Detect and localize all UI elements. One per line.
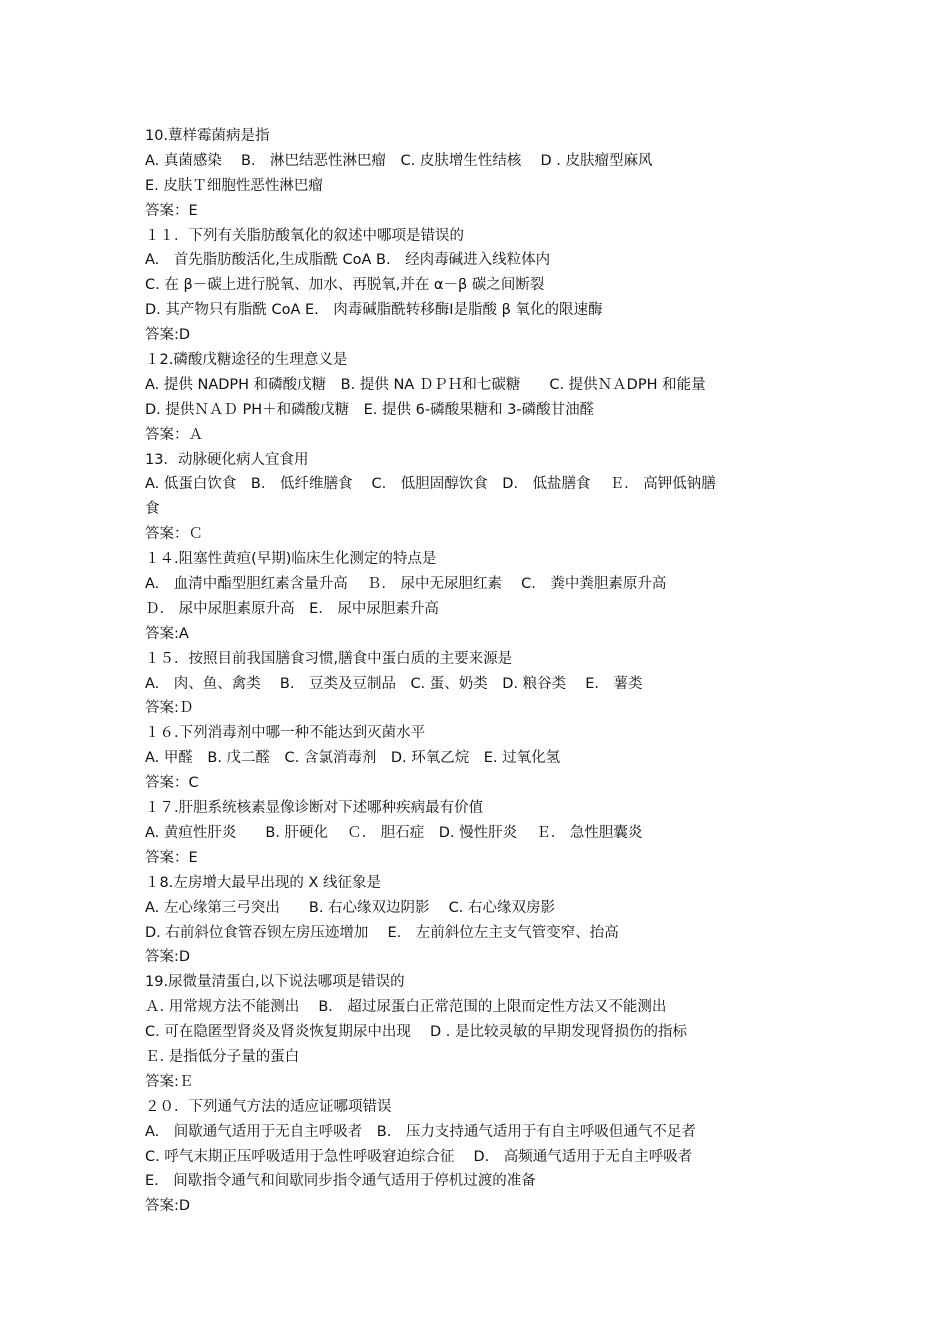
text-line: C. 可在隐匿型肾炎及肾炎恢复期尿中出现 D . 是比较灵敏的早期发现肾损伤的指标	[145, 1024, 687, 1041]
text-line: 答案：Ａ	[145, 426, 203, 443]
text-line: 13．动脉硬化病人宜食用	[145, 451, 309, 468]
text-line: Ｅ. 是指低分子量的蛋白	[145, 1048, 300, 1065]
text-line: A. 低蛋白饮食 B. 低纤维膳食 C. 低胆固醇饮食 D. 低盐膳食 Ｅ. 高钾低钠膳	[145, 476, 716, 493]
text-line: A. 间歇通气适用于无自主呼吸者 B. 压力支持通气适用于有自主呼吸但通气不足者	[145, 1123, 696, 1140]
text-line: １６.下列消毒剂中哪一种不能达到灭菌水平	[145, 725, 426, 742]
text-line: 答案:D	[145, 1198, 191, 1215]
text-line: 答案:Ｄ	[145, 700, 194, 717]
text-line: Ａ. 用常规方法不能测出 B. 超过尿蛋白正常范围的上限而定性方法又不能测出	[145, 999, 667, 1016]
text-line: 19.尿微量清蛋白,以下说法哪项是错误的	[145, 974, 405, 991]
text-line: 答案:D	[145, 949, 191, 966]
text-line: A. 首先脂肪酸活化,生成脂酰 CoA B. 经肉毒碱进入线粒体内	[145, 252, 551, 269]
text-line: A. 黄疸性肝炎 B. 肝硬化 Ｃ. 胆石症 D. 慢性肝炎 Ｅ. 急性胆囊炎	[145, 824, 643, 841]
text-line: C. 在 β－碳上进行脱氧、加水、再脱氧,并在 α－β 碳之间断裂	[145, 277, 545, 294]
text-line: 答案:D	[145, 327, 191, 344]
text-line: １５．按照目前我国膳食习惯,膳食中蛋白质的主要来源是	[145, 650, 513, 667]
text-line: A. 提供 NADPH 和磷酸戊糖 B. 提供 NA ＤＰＨ和七碳糖 C. 提供ＮＡDPH 和能量	[145, 376, 706, 393]
text-line: E. 间歇指令通气和间歇同步指令通气适用于停机过渡的准备	[145, 1173, 536, 1190]
text-line: １8.左房增大最早出现的 X 线征象是	[145, 874, 381, 891]
text-line: D. 右前斜位食管吞钡左房压迹增加 E. 左前斜位左主支气管变窄、抬高	[145, 924, 619, 941]
text-line: 答案：Ｃ	[145, 526, 203, 543]
text-line: A. 肉、鱼、禽类 B. 豆类及豆制品 C. 蛋、奶类 D. 粮谷类 E. 薯类	[145, 675, 643, 692]
text-line: C. 呼气末期正压呼吸适用于急性呼吸窘迫综合征 D. 高频通气适用于无自主呼吸者	[145, 1148, 693, 1165]
text-line: A. 真菌感染 B. 淋巴结恶性淋巴瘤 C. 皮肤增生性结核 D . 皮肤瘤型麻风	[145, 152, 653, 169]
text-line: 答案：E	[145, 849, 198, 866]
text-line: 答案：C	[145, 775, 199, 792]
text-line: １１．下列有关脂肪酸氧化的叙述中哪项是错误的	[145, 227, 464, 244]
text-line: A. 甲醛 B. 戊二醛 C. 含氯消毒剂 D. 环氧乙烷 E. 过氧化氢	[145, 750, 561, 767]
document-page	[145, 124, 825, 1219]
text-line: Ｄ. 尿中尿胆素原升高 E. 尿中尿胆素升高	[145, 600, 439, 617]
text-line: D. 提供ＮＡＤ PH＋和磷酸戊糖 E. 提供 6-磷酸果糖和 3-磷酸甘油醛	[145, 401, 595, 418]
text-line: E. 皮肤Ｔ细胞性恶性淋巴瘤	[145, 177, 323, 194]
text-line: A. 左心缘第三弓突出 B. 右心缘双边阴影 C. 右心缘双房影	[145, 899, 555, 916]
text-line: １４.阻塞性黄疸(早期)临床生化测定的特点是	[145, 551, 437, 568]
text-line: 10.蕈样霉菌病是指	[145, 128, 270, 144]
text-line: 食	[145, 501, 160, 518]
text-line: 答案:A	[145, 625, 189, 642]
text-line: 答案:Ｅ	[145, 1073, 194, 1090]
text-line: 答案：E	[145, 202, 198, 219]
text-line: A. 血清中酯型胆红素含量升高 Ｂ. 尿中无尿胆红素 C. 粪中粪胆素原升高	[145, 576, 667, 593]
text-line: １７.肝胆系统核素显像诊断对下述哪种疾病最有价值	[145, 800, 484, 817]
text-line: １2.磷酸戊糖途径的生理意义是	[145, 352, 348, 369]
text-line: D. 其产物只有脂酰 CoA E. 肉毒碱脂酰转移酶Ⅰ是脂酸 β 氧化的限速酶	[145, 302, 603, 319]
text-line: ２０．下列通气方法的适应证哪项错误	[145, 1098, 392, 1115]
